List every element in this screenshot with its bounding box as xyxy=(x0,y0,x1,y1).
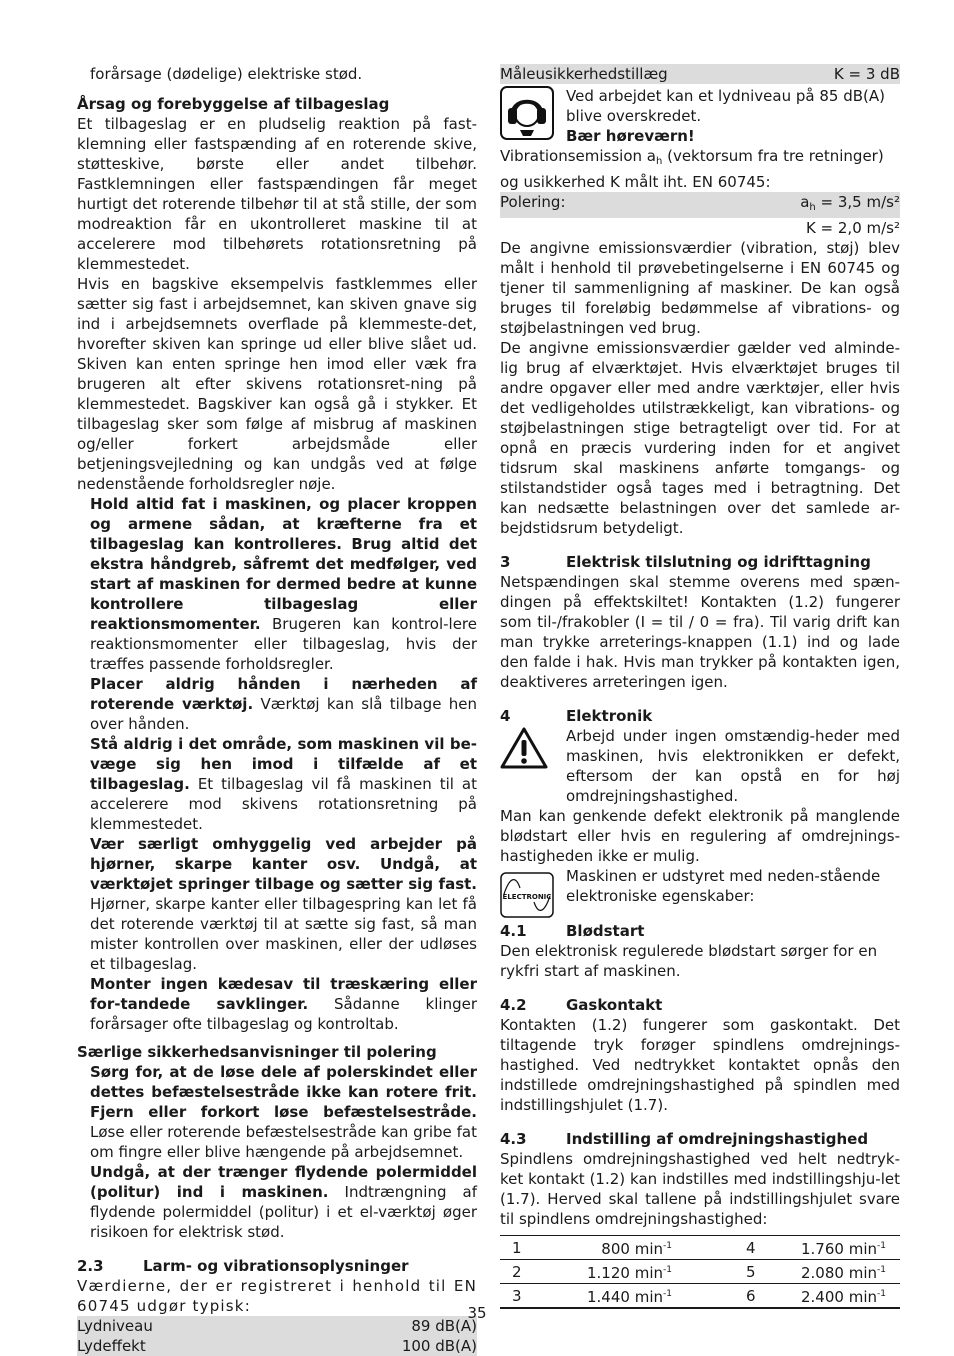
section-4-heading: 4 Elektronik xyxy=(500,707,653,725)
electronics-warning xyxy=(500,726,900,806)
polish-heading: Særlige sikkerhedsanvisninger til polering xyxy=(77,1043,437,1061)
section-2-3-heading: 2.3 Larm- og vibrationsoplysninger xyxy=(77,1257,409,1275)
left-column xyxy=(77,64,477,1356)
kickback-paragraph-1: Et tilbageslag er en pludselig reaktion på fast-klemning eller fastspænding af en roterende skive, støtteskive, børste eller andet tilbehør. Fastklemningen eller fastspændingen får meget hurtigt det roterende tilbehør til at stå stille, der som modreaktion får en ukontrolleret maskine til at accelerere mod tilbehørets rotationsretning på klemmestedet. xyxy=(77,115,477,273)
table-row: 3 1.440 $\min^{-1}$ 6 2.400 $\min^{-1}$ xyxy=(500,1284,900,1309)
electronic-features xyxy=(500,866,900,923)
section-4-2-heading: 4.2 Gaskontakt xyxy=(500,996,663,1014)
kickback-rules xyxy=(77,494,477,1034)
polishing-vibration-row: Polering: $a_h = 3,5$ m/s² xyxy=(500,192,900,218)
electronics-warning-text: Arbejd under ingen omstændig-heder med maskinen, hvis elektronikken er defekt, eftersom der kan opstå en for høj omdrejningshastighed. xyxy=(566,727,900,805)
ear-protection-icon xyxy=(500,86,554,140)
rule-item: Placer aldrig hånden i nærheden af roterende værktøj. Værktøj kan slå tilbage hen over hånden. xyxy=(90,675,477,733)
speed-table xyxy=(500,1235,900,1309)
emission-paragraph-2: De angivne emissionsværdier gælder ved alminde-lig brug af elværktøjet. Hvis elværktøjet bruges til andre opgaver eller med andre værktøjer, eller hvis det vedligeholdes utilstrækkeligt, kan vibrations- og støjbelastningen stige betragteligt over tid. For at opnå en præcis vurdering inden for et angivet tidsrum skal maskinens anførte tomgangs- og stilstandstider også tages med i betragtning. Det kan nedsætte belastningen over det samlede ar-bejdstidsrum betydeligt. xyxy=(500,339,900,537)
vibration-text: Vibrationsemission $a_h$ (vektorsum fra tre retninger) og usikkerhed K målt iht. EN 60745: xyxy=(500,147,884,191)
section-4-1-text: Den elektronisk regulerede blødstart sørger for en rykfri start af maskinen. xyxy=(500,942,878,980)
kickback-heading: Årsag og forebyggelse af tilbageslag xyxy=(77,95,390,113)
warning-triangle-icon xyxy=(500,726,548,770)
rule-item: Stå aldrig i det område, som maskinen vil be-væge sig hen imod i tilfælde af et tilbageslag. Et tilbageslag vil få maskinen til at accelerere mod skivens rotationsretning på klemmestedet. xyxy=(90,735,477,833)
section-4-2-text: Kontakten (1.2) fungerer som gaskontakt. Det tiltagende tryk forøger spindlens omdrejnings-hastighed. Ved nedtrykket kontaktet opnås den indstillede omdrejningshastighed på spindlen med indstillingshjulet (1.7). xyxy=(500,1016,900,1114)
section-2-3-text: Værdierne, der er registreret i henhold til EN 60745 udgør typisk: xyxy=(77,1277,477,1315)
noise-row: Lydeffekt 100 dB(A) xyxy=(77,1337,477,1355)
table-row: 2 1.120 $\min^{-1}$ 5 2.080 $\min^{-1}$ xyxy=(500,1260,900,1284)
section-4-3-text: Spindlens omdrejningshastighed ved helt nedtryk-ket kontakt (1.2) kan indstilles med indstillingshju-let (1.7). Herved skal tallene på indstillingshjulet svare til spindlens omdrejningshastighed: xyxy=(500,1150,900,1228)
kickback-paragraph-2: Hvis en bagskive eksempelvis fastklemmes eller sætter sig fast i arbejdsemnet, kan skiven gnave sig ind i arbejdsemnets overflade på klemmeste-det, hvorefter skiven kan springe ud eller blive slået ud. Skiven kan enten springe hen imod eller væk fra brugeren alt efter skivens rotationsret-ning på klemmestedet. Bagskiver kan også gå i stykker. Et tilbageslag sker som følge af misbrug af maskinen og/eller forkert arbejdsmåde eller betjeningsvejledning og kan undgås ved at følge nedenstående forholdsregler nøje. xyxy=(77,275,477,493)
hearing-text: Ved arbejdet kan et lydniveau på 85 dB(A) blive overskredet. xyxy=(566,87,885,125)
hearing-notice xyxy=(500,86,900,146)
section-4-text: Man kan genkende defekt elektronik på manglende blødstart eller hvis en regulering af omdrejnings-hastigheden ikke er mulig. xyxy=(500,807,900,865)
right-column xyxy=(500,64,900,1309)
rule-item: Vær særligt omhyggelig ved arbejder på hjørner, skarpe kanter osv. Undgå, at værktøjet springer tilbage og sætter sig fast. Hjørner, skarpe kanter eller tilbagespring kan let få det roterende værktøj til at sætte sig fast, så man mister kontrollen over maskinen, eller der udløses et tilbageslag. xyxy=(90,835,477,973)
uncertainty-row: Måleusikkerhedstillæg K = 3 dB xyxy=(500,65,900,83)
section-4-1-heading: 4.1 Blødstart xyxy=(500,922,645,940)
rule-item: Hold altid fat i maskinen, og placer kroppen og armene sådan, at kræfterne fra et tilbageslag kan kontrolleres. Brug altid det ekstra håndgreb, såfremt det medfølger, ved start af maskinen for dermed bedre at kunne kontrollere tilbageslag eller reaktionsmomenter. Brugeren kan kontrol-lere reaktionsmomenter eller tilbageslag, hvis der træffes passende forholdsregler. xyxy=(90,495,477,673)
hearing-warning: Bær høreværn! xyxy=(566,127,695,145)
section-3-heading: 3 Elektrisk tilslutning og idrifttagning xyxy=(500,553,871,571)
page-number: 35 xyxy=(467,1304,487,1322)
polish-rules xyxy=(77,1062,477,1242)
polishing-uncertainty-row: K = 2,0 m/s² xyxy=(500,218,900,238)
electronic-features-text: Maskinen er udstyret med neden-stående elektroniske egenskaber: xyxy=(566,867,881,905)
noise-row: Lydniveau 89 dB(A) xyxy=(77,1317,477,1335)
electronic-wave-icon xyxy=(500,872,554,918)
svg-text:ELECTRONIC: ELECTRONIC xyxy=(502,893,552,901)
section-4-3-heading: 4.3 Indstilling af omdrejningshastighed xyxy=(500,1130,869,1148)
emission-paragraph-1: De angivne emissionsværdier (vibration, støj) blev målt i henhold til prøvebetingelserne i EN 60745 og tjener til sammenligning af maskiner. De kan også bruges til foreløbig bedømmelse af vibrations- og støjbelastningen ved brug. xyxy=(500,239,900,337)
intro-text: forårsage (dødelige) elektriske stød. xyxy=(90,65,363,83)
rule-item: Monter ingen kædesav til træskæring eller for-tandede savklinger. Sådanne klinger forårsager ofte tilbageslag og kontroltab. xyxy=(90,975,477,1033)
section-3-text: Netspændingen skal stemme overens med spæn-dingen på effektskiltet! Kontakten (1.2) fungerer som til-/frakobler (I = til / 0 = fra). Til varig drift kan man trykke arreterings-knappen (1.1) ind og lade den falde i hak. Hvis man trykker på kontakten igen, deaktiveres arreteringen igen. xyxy=(500,573,900,691)
rule-item: Sørg for, at de løse dele af polerskindet eller dettes befæstelsestråde ikke kan rotere frit. Fjern eller forkort løse befæstelsestråde. Løse eller roterende befæstelsestråde kan gribe fat om fingre eller blive hængende på arbejdsemnet. xyxy=(90,1063,477,1161)
rule-item: Undgå, at der trænger flydende polermiddel (politur) ind i maskinen. Indtrængning af flydende polermiddel (politur) i et el-værktøj øger risikoen for elektrisk stød. xyxy=(90,1163,477,1241)
table-row: 1 800 $\min^{-1}$ 4 1.760 $\min^{-1}$ xyxy=(500,1236,900,1260)
